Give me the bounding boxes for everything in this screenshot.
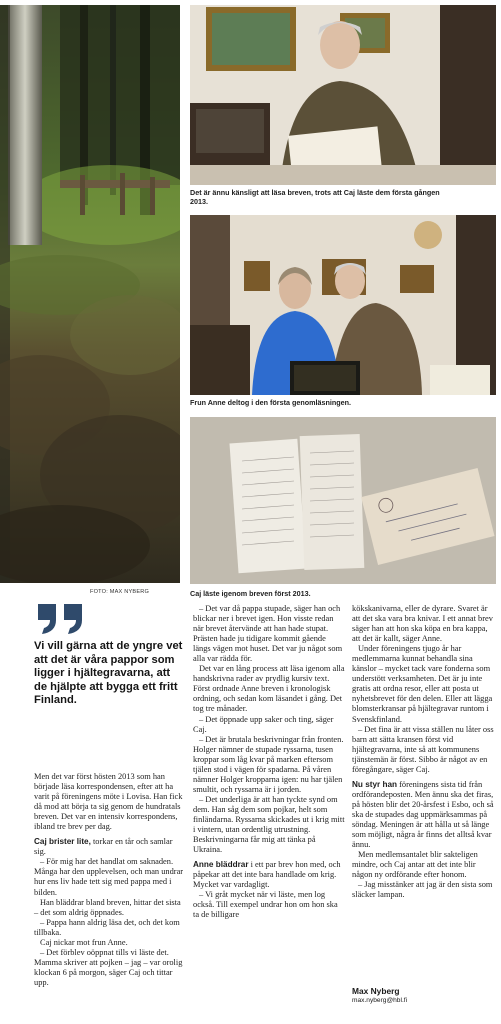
article-paragraph: Det var en lång process att läsa igenom alla handskrivna rader av prydlig kursiv text. Först ordnade Anne breven i kronologisk ordning, och sedan kom läsandet i gång. Det tog tre månader.	[193, 664, 345, 714]
article-paragraph: – Jag misstänker att jag är den sista som släcker lampan.	[352, 880, 493, 900]
caption-man-reading-line2: 2013.	[190, 197, 208, 206]
article-column-3	[352, 604, 498, 900]
man-reading-photo	[190, 5, 496, 185]
couple-photo	[190, 215, 496, 395]
article-paragraph: – Vi gråt mycket när vi läste, men log också. Till exempel undrar hon om hon ska ta de billigare	[193, 890, 338, 920]
caption-man-reading-line1: Det är ännu känsligt att läsa breven, trots att Caj läste dem första gången	[190, 188, 440, 197]
forest-photo	[0, 5, 180, 583]
article-paragraph	[34, 837, 186, 857]
man-reading-letter-photo-svg	[190, 5, 496, 185]
paragraph-body: torkar en tår och samlar sig.	[34, 837, 173, 857]
forest-photo-svg	[0, 5, 180, 583]
article-paragraph: – Det underliga är att han tyckte synd om dem. Han såg dem som pojkar, helt som finländarna. Ryssarna skickades ut i krig mitt i vintern, utan ordentlig utrustning. Beskrivningarna får mig att tänka på Ukraina.	[193, 794, 345, 855]
article-paragraph: Men det var först hösten 2013 som han började läsa korrespondensen, efter att ha varit på föreningens möte i Lovisa. Han fick då mod att börja ta sig genom de hundratals breven. Det var en intensiv korrespondens, ibland tre brev per dag.	[34, 772, 183, 832]
article-paragraph: kökskanivarna, eller de dyrare. Svaret är att det ska vara bra knivar. I ett annat brev säger han att hon ska köpa en bra kappa, att det är kallt, säger Anne.	[352, 604, 493, 644]
article-paragraph	[352, 780, 498, 850]
paragraph-body: föreningens sista tid från ordförandeposten. Men ännu ska det firas, på hösten blir det 20-årsfest i Esbo, och så ska de stupades dag uppmärksammas på söndag. Meningen är att hålla ut så länge som möjligt, några år finns det alltså kvar ännu.	[352, 779, 494, 850]
author-email[interactable]: max.nyberg@hbl.fi	[352, 997, 408, 1004]
paragraph-lead-in: Anne bläddrar	[193, 860, 249, 870]
caption-man-reading	[190, 188, 496, 206]
caption-couple: Frun Anne deltog i den första genomläsningen.	[190, 398, 352, 407]
quote-mark-icon	[34, 604, 86, 634]
article-paragraph: – För mig har det handlat om saknaden. Många har den upplevelsen, och man undrar hur ens liv hade tett sig med pappa med i bilden.	[34, 857, 184, 897]
article-paragraph: – Pappa hann aldrig läsa det, och det kom tillbaka.	[34, 917, 180, 937]
pullquote-text: Vi vill gärna att de yngre vet att det är våra pappor som ligger i hjältegravarna, att de hjälpte att bygga ett fritt Finland.	[34, 640, 183, 707]
article-paragraph: Men medlemsantalet blir sakteligen mindre, och Caj antar att det inte blir någon ny ordförande efter honom.	[352, 850, 478, 880]
couple-opening-box-photo-svg	[190, 215, 496, 395]
letters-photo	[190, 417, 496, 584]
byline	[352, 986, 492, 1004]
article-paragraph: Han bläddrar bland breven, hittar det sista – det som aldrig öppnades.	[34, 897, 181, 917]
article-paragraph: Caj nickar mot frun Anne.	[40, 937, 128, 947]
article-column-2	[193, 604, 345, 920]
old-letters-photo-svg	[190, 417, 496, 584]
paragraph-lead-in: Nu styr han	[352, 779, 398, 789]
article-paragraph: – Det fina är att vissa ställen nu låter oss barn att sätta kransen först vid hjältegravarna, inte så att kommunens tjänstemän är först. Sibbo är något av en föregångare, säger Caj.	[352, 724, 494, 774]
article-paragraph: – Det öppnade upp saker och ting, säger Caj.	[193, 714, 334, 734]
article-paragraph: – Det var då pappa stupade, säger han och blickar ner i brevet igen. Hon visste redan när brevet återvände att han hade stupat. Prästen hade ju tidigare kommit gående längs vägen mot huset. Det var ju något som alla var rädda för.	[193, 604, 343, 664]
article-paragraph: – Det förblev oöppnat tills vi läste det. Mamma skriver att pojken – jag – var orolig klockan 6 på morgon, säger Caj och tittar upp.	[34, 947, 183, 987]
photo-credit: FOTO: MAX NYBERG	[90, 589, 150, 595]
article-paragraph: – Det är brutala beskrivningar från fronten. Holger nämner de stupade ryssarna, tusen kroppar som låg kvar på marken eftersom tjälen stod i vägen för spadarna. På våren nämner Holger kropparna igen: nu har tjälen smultit, och ryssarna är i jorden.	[193, 734, 344, 794]
paragraph-body: i ett par brev hon med, och påpekar att det inte bara handlade om krig. Mycket var vardagligt.	[193, 860, 341, 890]
paragraph-lead-in: Caj brister lite,	[34, 837, 91, 847]
article-column-1	[34, 772, 186, 988]
caption-letters: Caj läste igenom breven först 2013.	[190, 589, 311, 598]
article-paragraph	[193, 860, 345, 890]
article-paragraph: Under föreningens tjugo år har medlemmarna kunnat behandla sina känslor – mycket tack vare fonderna som understött verksamheten. Det är ju inte gratis att ordna resor, eller att posta ut nyhetsbrevet för den delen. Eller att lägga blomsterkransar på hjältegravar runtom i Svenskfinland.	[352, 644, 493, 724]
author-name: Max Nyberg	[352, 986, 400, 996]
